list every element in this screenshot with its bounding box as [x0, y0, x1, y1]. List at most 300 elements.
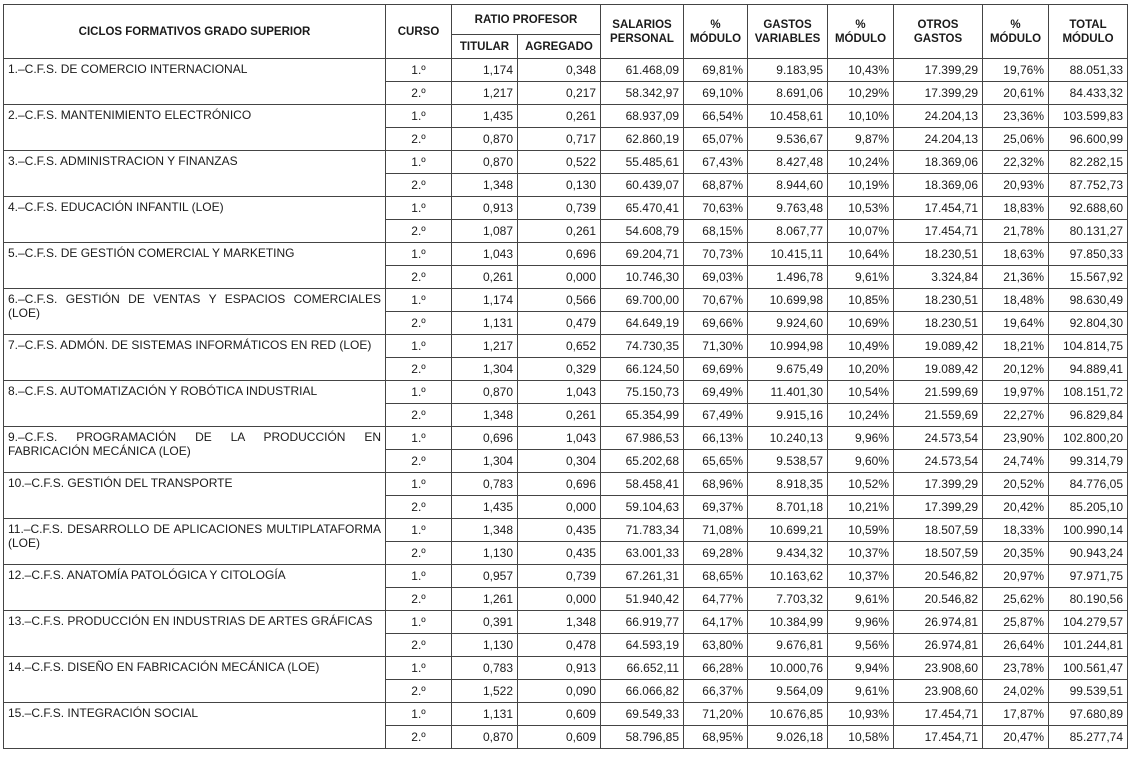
ciclo-name: 4.–C.F.S. EDUCACIÓN INFANTIL (LOE) — [4, 197, 386, 243]
otros-cell: 17.399,29 — [894, 496, 983, 519]
pct3-cell: 24,02% — [983, 680, 1049, 703]
curso-cell: 2.º — [386, 680, 452, 703]
otros-cell: 18.507,59 — [894, 519, 983, 542]
total-cell: 80.131,27 — [1049, 220, 1128, 243]
salarios-cell: 69.204,71 — [601, 243, 684, 266]
pct3-cell: 25,62% — [983, 588, 1049, 611]
pct1-cell: 69,49% — [684, 381, 748, 404]
titular-cell: 0,957 — [452, 565, 518, 588]
total-cell: 92.688,60 — [1049, 197, 1128, 220]
otros-cell: 21.599,69 — [894, 381, 983, 404]
total-cell: 88.051,33 — [1049, 59, 1128, 82]
pct3-cell: 20,97% — [983, 565, 1049, 588]
titular-cell: 0,870 — [452, 128, 518, 151]
salarios-cell: 65.202,68 — [601, 450, 684, 473]
gastos-cell: 8.427,48 — [748, 151, 828, 174]
table-row — [4, 427, 1128, 450]
salarios-cell: 66.124,50 — [601, 358, 684, 381]
pct1-cell: 66,54% — [684, 105, 748, 128]
total-cell: 100.561,47 — [1049, 657, 1128, 680]
gastos-cell: 9.924,60 — [748, 312, 828, 335]
salarios-cell: 63.001,33 — [601, 542, 684, 565]
total-cell: 84.776,05 — [1049, 473, 1128, 496]
header-agregado: AGREGADO — [518, 35, 601, 59]
pct2-cell: 10,10% — [828, 105, 894, 128]
titular-cell: 1,043 — [452, 243, 518, 266]
total-cell: 103.599,83 — [1049, 105, 1128, 128]
otros-cell: 18.369,06 — [894, 151, 983, 174]
salarios-cell: 75.150,73 — [601, 381, 684, 404]
salarios-cell: 64.593,19 — [601, 634, 684, 657]
pct2-cell: 9,61% — [828, 266, 894, 289]
gastos-cell: 9.675,49 — [748, 358, 828, 381]
pct3-cell: 17,87% — [983, 703, 1049, 726]
titular-cell: 1,217 — [452, 82, 518, 105]
pct1-cell: 69,28% — [684, 542, 748, 565]
pct1-cell: 71,30% — [684, 335, 748, 358]
curso-cell: 1.º — [386, 381, 452, 404]
agregado-cell: 0,652 — [518, 335, 601, 358]
salarios-cell: 55.485,61 — [601, 151, 684, 174]
agregado-cell: 0,217 — [518, 82, 601, 105]
otros-cell: 24.573,54 — [894, 450, 983, 473]
pct2-cell: 10,64% — [828, 243, 894, 266]
curso-cell: 1.º — [386, 59, 452, 82]
agregado-cell: 0,522 — [518, 151, 601, 174]
total-cell: 101.244,81 — [1049, 634, 1128, 657]
total-cell: 99.314,79 — [1049, 450, 1128, 473]
pct1-cell: 71,08% — [684, 519, 748, 542]
otros-cell: 24.204,13 — [894, 105, 983, 128]
table-row — [4, 289, 1128, 312]
titular-cell: 0,391 — [452, 611, 518, 634]
gastos-cell: 10.458,61 — [748, 105, 828, 128]
table-row — [4, 611, 1128, 634]
pct2-cell: 9,96% — [828, 427, 894, 450]
gastos-cell: 9.434,32 — [748, 542, 828, 565]
curso-cell: 1.º — [386, 335, 452, 358]
agregado-cell: 0,435 — [518, 519, 601, 542]
pct1-cell: 70,67% — [684, 289, 748, 312]
pct1-cell: 69,81% — [684, 59, 748, 82]
total-cell: 87.752,73 — [1049, 174, 1128, 197]
pct3-cell: 20,42% — [983, 496, 1049, 519]
agregado-cell: 0,261 — [518, 220, 601, 243]
titular-cell: 0,696 — [452, 427, 518, 450]
pct2-cell: 9,94% — [828, 657, 894, 680]
salarios-cell: 69.549,33 — [601, 703, 684, 726]
total-cell: 100.990,14 — [1049, 519, 1128, 542]
curso-cell: 1.º — [386, 243, 452, 266]
table-row — [4, 197, 1128, 220]
pct2-cell: 10,54% — [828, 381, 894, 404]
pct1-cell: 66,28% — [684, 657, 748, 680]
header-total-modulo: TOTAL MÓDULO — [1049, 5, 1128, 59]
pct1-cell: 65,07% — [684, 128, 748, 151]
ciclo-name: 8.–C.F.S. AUTOMATIZACIÓN Y ROBÓTICA INDUSTRIAL — [4, 381, 386, 427]
ciclo-name: 7.–C.F.S. ADMÓN. DE SISTEMAS INFORMÁTICOS EN RED (LOE) — [4, 335, 386, 381]
titular-cell: 0,261 — [452, 266, 518, 289]
pct2-cell: 10,53% — [828, 197, 894, 220]
gastos-cell: 9.915,16 — [748, 404, 828, 427]
pct3-cell: 21,36% — [983, 266, 1049, 289]
titular-cell: 1,348 — [452, 519, 518, 542]
pct3-cell: 21,78% — [983, 220, 1049, 243]
gastos-cell: 9.564,09 — [748, 680, 828, 703]
total-cell: 108.151,72 — [1049, 381, 1128, 404]
titular-cell: 1,435 — [452, 105, 518, 128]
curso-cell: 2.º — [386, 726, 452, 749]
total-cell: 97.680,89 — [1049, 703, 1128, 726]
otros-cell: 18.369,06 — [894, 174, 983, 197]
otros-cell: 23.908,60 — [894, 680, 983, 703]
salarios-cell: 64.649,19 — [601, 312, 684, 335]
pct3-cell: 18,48% — [983, 289, 1049, 312]
total-cell: 82.282,15 — [1049, 151, 1128, 174]
titular-cell: 1,348 — [452, 404, 518, 427]
agregado-cell: 0,696 — [518, 243, 601, 266]
pct3-cell: 18,33% — [983, 519, 1049, 542]
table-row — [4, 151, 1128, 174]
pct1-cell: 68,65% — [684, 565, 748, 588]
pct1-cell: 65,65% — [684, 450, 748, 473]
pct1-cell: 69,66% — [684, 312, 748, 335]
otros-cell: 17.454,71 — [894, 703, 983, 726]
ciclo-name: 9.–C.F.S. PROGRAMACIÓN DE LA PRODUCCIÓN EN FABRICACIÓN MECÁNICA (LOE) — [4, 427, 386, 473]
pct3-cell: 24,74% — [983, 450, 1049, 473]
pct3-cell: 23,36% — [983, 105, 1049, 128]
pct1-cell: 70,63% — [684, 197, 748, 220]
otros-cell: 26.974,81 — [894, 611, 983, 634]
otros-cell: 20.546,82 — [894, 588, 983, 611]
agregado-cell: 0,609 — [518, 703, 601, 726]
agregado-cell: 0,000 — [518, 588, 601, 611]
pct1-cell: 68,15% — [684, 220, 748, 243]
titular-cell: 1,174 — [452, 289, 518, 312]
gastos-cell: 7.703,32 — [748, 588, 828, 611]
titular-cell: 1,261 — [452, 588, 518, 611]
pct1-cell: 69,37% — [684, 496, 748, 519]
salarios-cell: 66.652,11 — [601, 657, 684, 680]
otros-cell: 26.974,81 — [894, 634, 983, 657]
pct2-cell: 10,19% — [828, 174, 894, 197]
gastos-cell: 8.691,06 — [748, 82, 828, 105]
curso-cell: 2.º — [386, 450, 452, 473]
otros-cell: 17.454,71 — [894, 220, 983, 243]
total-cell: 96.829,84 — [1049, 404, 1128, 427]
titular-cell: 1,131 — [452, 703, 518, 726]
pct3-cell: 25,87% — [983, 611, 1049, 634]
header-curso: CURSO — [386, 5, 452, 59]
gastos-cell: 9.183,95 — [748, 59, 828, 82]
ciclo-name: 12.–C.F.S. ANATOMÍA PATOLÓGICA Y CITOLOGÍA — [4, 565, 386, 611]
ciclo-name: 3.–C.F.S. ADMINISTRACION Y FINANZAS — [4, 151, 386, 197]
otros-cell: 17.399,29 — [894, 82, 983, 105]
total-cell: 96.600,99 — [1049, 128, 1128, 151]
curso-cell: 2.º — [386, 634, 452, 657]
gastos-cell: 10.699,98 — [748, 289, 828, 312]
pct2-cell: 10,93% — [828, 703, 894, 726]
salarios-cell: 10.746,30 — [601, 266, 684, 289]
agregado-cell: 0,130 — [518, 174, 601, 197]
salarios-cell: 61.468,09 — [601, 59, 684, 82]
titular-cell: 0,783 — [452, 657, 518, 680]
curso-cell: 2.º — [386, 128, 452, 151]
pct3-cell: 20,47% — [983, 726, 1049, 749]
costs-table — [3, 4, 1128, 749]
gastos-cell: 8.944,60 — [748, 174, 828, 197]
ciclo-name: 6.–C.F.S. GESTIÓN DE VENTAS Y ESPACIOS COMERCIALES (LOE) — [4, 289, 386, 335]
agregado-cell: 0,261 — [518, 404, 601, 427]
pct1-cell: 68,96% — [684, 473, 748, 496]
curso-cell: 1.º — [386, 151, 452, 174]
pct1-cell: 68,87% — [684, 174, 748, 197]
salarios-cell: 58.458,41 — [601, 473, 684, 496]
pct2-cell: 10,52% — [828, 473, 894, 496]
agregado-cell: 0,479 — [518, 312, 601, 335]
ciclo-name: 11.–C.F.S. DESARROLLO DE APLICACIONES MULTIPLATAFORMA (LOE) — [4, 519, 386, 565]
gastos-cell: 8.701,18 — [748, 496, 828, 519]
header-pct-modulo-gastos: % MÓDULO — [828, 5, 894, 59]
otros-cell: 18.507,59 — [894, 542, 983, 565]
total-cell: 85.205,10 — [1049, 496, 1128, 519]
curso-cell: 1.º — [386, 657, 452, 680]
otros-cell: 17.454,71 — [894, 197, 983, 220]
table-row — [4, 105, 1128, 128]
pct3-cell: 23,90% — [983, 427, 1049, 450]
curso-cell: 2.º — [386, 404, 452, 427]
curso-cell: 2.º — [386, 174, 452, 197]
salarios-cell: 66.066,82 — [601, 680, 684, 703]
otros-cell: 17.454,71 — [894, 726, 983, 749]
pct3-cell: 25,06% — [983, 128, 1049, 151]
pct3-cell: 20,93% — [983, 174, 1049, 197]
gastos-cell: 10.415,11 — [748, 243, 828, 266]
pct1-cell: 68,95% — [684, 726, 748, 749]
salarios-cell: 51.940,42 — [601, 588, 684, 611]
table-row — [4, 381, 1128, 404]
agregado-cell: 0,739 — [518, 565, 601, 588]
gastos-cell: 8.918,35 — [748, 473, 828, 496]
pct1-cell: 64,77% — [684, 588, 748, 611]
agregado-cell: 0,090 — [518, 680, 601, 703]
agregado-cell: 0,609 — [518, 726, 601, 749]
salarios-cell: 58.796,85 — [601, 726, 684, 749]
ciclo-name: 14.–C.F.S. DISEÑO EN FABRICACIÓN MECÁNICA (LOE) — [4, 657, 386, 703]
salarios-cell: 66.919,77 — [601, 611, 684, 634]
header-pct-modulo-otros: % MÓDULO — [983, 5, 1049, 59]
pct3-cell: 23,78% — [983, 657, 1049, 680]
titular-cell: 1,087 — [452, 220, 518, 243]
pct2-cell: 9,87% — [828, 128, 894, 151]
otros-cell: 18.230,51 — [894, 312, 983, 335]
ciclo-name: 5.–C.F.S. DE GESTIÓN COMERCIAL Y MARKETING — [4, 243, 386, 289]
salarios-cell: 58.342,97 — [601, 82, 684, 105]
curso-cell: 2.º — [386, 358, 452, 381]
curso-cell: 2.º — [386, 220, 452, 243]
otros-cell: 19.089,42 — [894, 358, 983, 381]
otros-cell: 18.230,51 — [894, 243, 983, 266]
otros-cell: 17.399,29 — [894, 473, 983, 496]
total-cell: 104.279,57 — [1049, 611, 1128, 634]
table-row — [4, 243, 1128, 266]
curso-cell: 1.º — [386, 519, 452, 542]
otros-cell: 21.559,69 — [894, 404, 983, 427]
total-cell: 15.567,92 — [1049, 266, 1128, 289]
otros-cell: 23.908,60 — [894, 657, 983, 680]
otros-cell: 17.399,29 — [894, 59, 983, 82]
table-body — [4, 59, 1128, 749]
pct2-cell: 10,24% — [828, 151, 894, 174]
titular-cell: 0,783 — [452, 473, 518, 496]
table-row — [4, 59, 1128, 82]
gastos-cell: 10.676,85 — [748, 703, 828, 726]
pct1-cell: 69,10% — [684, 82, 748, 105]
titular-cell: 1,304 — [452, 450, 518, 473]
table-row — [4, 565, 1128, 588]
agregado-cell: 0,000 — [518, 266, 601, 289]
gastos-cell: 10.384,99 — [748, 611, 828, 634]
pct3-cell: 19,64% — [983, 312, 1049, 335]
pct2-cell: 10,24% — [828, 404, 894, 427]
pct2-cell: 10,85% — [828, 289, 894, 312]
gastos-cell: 9.763,48 — [748, 197, 828, 220]
otros-cell: 19.089,42 — [894, 335, 983, 358]
total-cell: 97.971,75 — [1049, 565, 1128, 588]
salarios-cell: 68.937,09 — [601, 105, 684, 128]
pct2-cell: 9,96% — [828, 611, 894, 634]
curso-cell: 2.º — [386, 588, 452, 611]
header-ciclos: CICLOS FORMATIVOS GRADO SUPERIOR — [4, 5, 386, 59]
pct3-cell: 19,76% — [983, 59, 1049, 82]
pct2-cell: 9,56% — [828, 634, 894, 657]
pct1-cell: 67,43% — [684, 151, 748, 174]
pct3-cell: 22,27% — [983, 404, 1049, 427]
table-row — [4, 473, 1128, 496]
header-ratio-profesor: RATIO PROFESOR — [452, 5, 601, 35]
pct3-cell: 26,64% — [983, 634, 1049, 657]
total-cell: 90.943,24 — [1049, 542, 1128, 565]
curso-cell: 2.º — [386, 266, 452, 289]
pct2-cell: 10,69% — [828, 312, 894, 335]
ciclo-name: 1.–C.F.S. DE COMERCIO INTERNACIONAL — [4, 59, 386, 105]
curso-cell: 1.º — [386, 105, 452, 128]
agregado-cell: 1,348 — [518, 611, 601, 634]
pct2-cell: 10,37% — [828, 565, 894, 588]
pct2-cell: 10,21% — [828, 496, 894, 519]
otros-cell: 24.204,13 — [894, 128, 983, 151]
curso-cell: 1.º — [386, 703, 452, 726]
pct2-cell: 9,60% — [828, 450, 894, 473]
curso-cell: 1.º — [386, 611, 452, 634]
curso-cell: 2.º — [386, 496, 452, 519]
titular-cell: 1,131 — [452, 312, 518, 335]
salarios-cell: 59.104,63 — [601, 496, 684, 519]
curso-cell: 2.º — [386, 312, 452, 335]
agregado-cell: 0,696 — [518, 473, 601, 496]
pct3-cell: 20,12% — [983, 358, 1049, 381]
pct1-cell: 69,03% — [684, 266, 748, 289]
curso-cell: 2.º — [386, 82, 452, 105]
header-gastos-variables: GASTOS VARIABLES — [748, 5, 828, 59]
total-cell: 94.889,41 — [1049, 358, 1128, 381]
pct3-cell: 20,61% — [983, 82, 1049, 105]
salarios-cell: 67.261,31 — [601, 565, 684, 588]
pct3-cell: 18,63% — [983, 243, 1049, 266]
pct2-cell: 10,59% — [828, 519, 894, 542]
salarios-cell: 71.783,34 — [601, 519, 684, 542]
titular-cell: 1,217 — [452, 335, 518, 358]
pct3-cell: 22,32% — [983, 151, 1049, 174]
curso-cell: 2.º — [386, 542, 452, 565]
agregado-cell: 0,329 — [518, 358, 601, 381]
total-cell: 104.814,75 — [1049, 335, 1128, 358]
pct3-cell: 18,83% — [983, 197, 1049, 220]
table-row — [4, 519, 1128, 542]
pct2-cell: 9,61% — [828, 680, 894, 703]
agregado-cell: 0,435 — [518, 542, 601, 565]
gastos-cell: 10.000,76 — [748, 657, 828, 680]
gastos-cell: 11.401,30 — [748, 381, 828, 404]
gastos-cell: 10.994,98 — [748, 335, 828, 358]
total-cell: 92.804,30 — [1049, 312, 1128, 335]
total-cell: 84.433,32 — [1049, 82, 1128, 105]
salarios-cell: 60.439,07 — [601, 174, 684, 197]
pct1-cell: 69,69% — [684, 358, 748, 381]
salarios-cell: 65.354,99 — [601, 404, 684, 427]
pct2-cell: 10,49% — [828, 335, 894, 358]
pct3-cell: 18,21% — [983, 335, 1049, 358]
pct2-cell: 10,07% — [828, 220, 894, 243]
salarios-cell: 69.700,00 — [601, 289, 684, 312]
agregado-cell: 0,913 — [518, 657, 601, 680]
pct1-cell: 64,17% — [684, 611, 748, 634]
curso-cell: 1.º — [386, 473, 452, 496]
pct2-cell: 10,37% — [828, 542, 894, 565]
header-titular: TITULAR — [452, 35, 518, 59]
gastos-cell: 10.240,13 — [748, 427, 828, 450]
agregado-cell: 0,739 — [518, 197, 601, 220]
titular-cell: 0,913 — [452, 197, 518, 220]
total-cell: 80.190,56 — [1049, 588, 1128, 611]
pct1-cell: 66,37% — [684, 680, 748, 703]
curso-cell: 1.º — [386, 289, 452, 312]
pct1-cell: 63,80% — [684, 634, 748, 657]
salarios-cell: 74.730,35 — [601, 335, 684, 358]
pct2-cell: 10,20% — [828, 358, 894, 381]
titular-cell: 0,870 — [452, 151, 518, 174]
gastos-cell: 8.067,77 — [748, 220, 828, 243]
pct2-cell: 10,43% — [828, 59, 894, 82]
agregado-cell: 0,717 — [518, 128, 601, 151]
ciclo-name: 2.–C.F.S. MANTENIMIENTO ELECTRÓNICO — [4, 105, 386, 151]
titular-cell: 1,348 — [452, 174, 518, 197]
agregado-cell: 0,566 — [518, 289, 601, 312]
table-row — [4, 335, 1128, 358]
agregado-cell: 1,043 — [518, 427, 601, 450]
titular-cell: 1,435 — [452, 496, 518, 519]
pct1-cell: 66,13% — [684, 427, 748, 450]
titular-cell: 1,174 — [452, 59, 518, 82]
titular-cell: 0,870 — [452, 726, 518, 749]
agregado-cell: 0,000 — [518, 496, 601, 519]
otros-cell: 3.324,84 — [894, 266, 983, 289]
pct1-cell: 67,49% — [684, 404, 748, 427]
agregado-cell: 0,261 — [518, 105, 601, 128]
otros-cell: 24.573,54 — [894, 427, 983, 450]
ciclo-name: 13.–C.F.S. PRODUCCIÓN EN INDUSTRIAS DE ARTES GRÁFICAS — [4, 611, 386, 657]
header-pct-modulo-salarios: % MÓDULO — [684, 5, 748, 59]
